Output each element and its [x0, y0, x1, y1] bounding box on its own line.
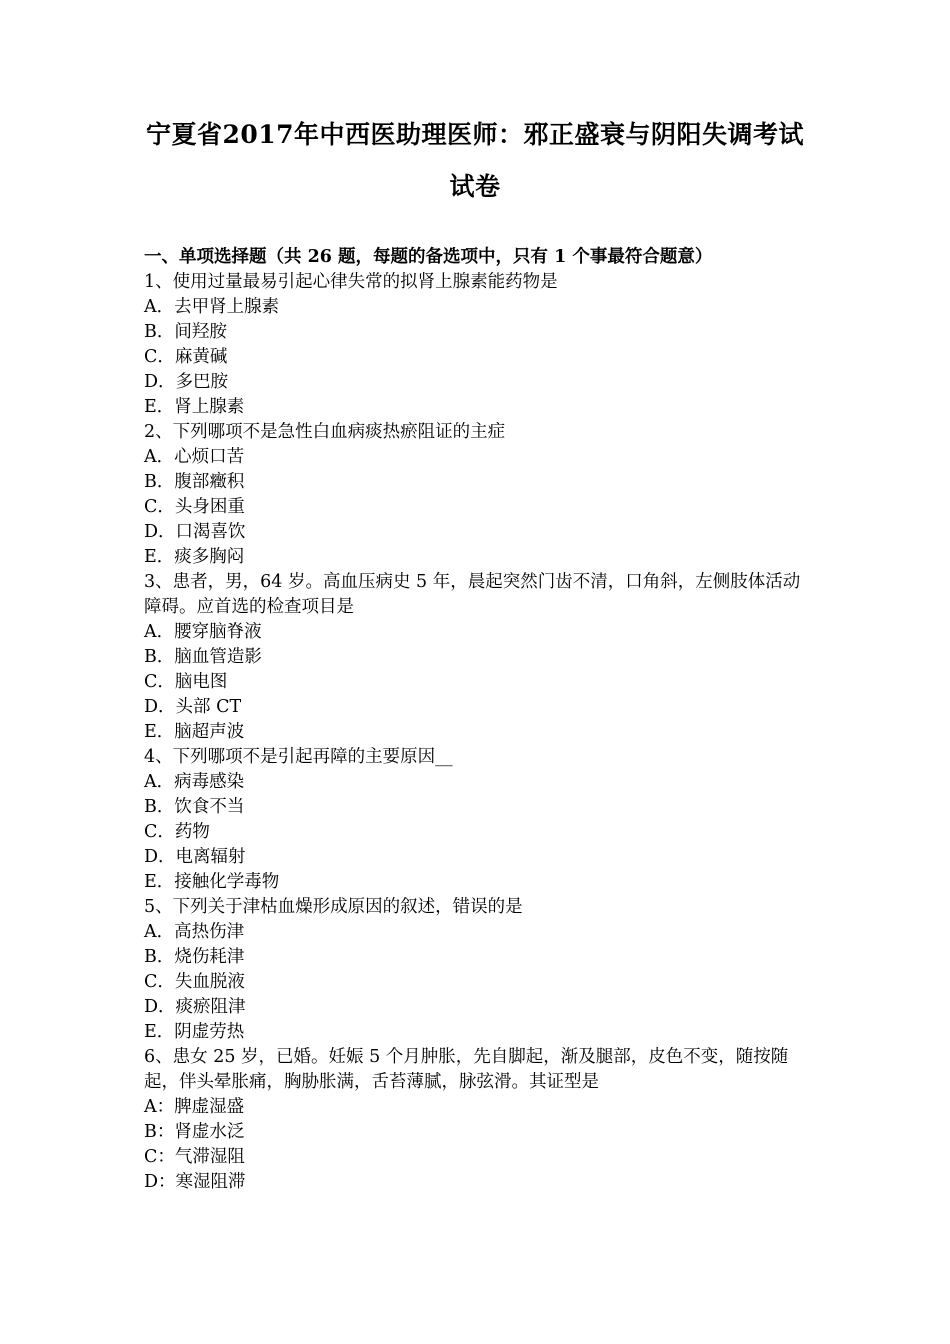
question-block	[144, 570, 814, 745]
answer-option: E．阴虚劳热	[144, 1022, 245, 1042]
answer-option: A．心烦口苦	[144, 447, 245, 467]
question-text: 5、下列关于津枯血燥形成原因的叙述，错误的是	[144, 897, 523, 917]
question-text: 3、患者，男，64 岁。高血压病史 5 年，晨起突然门齿不清，口角斜，左侧肢体活动障碍。应首选的检查项目是	[144, 572, 801, 617]
answer-option: E．接触化学毒物	[144, 872, 280, 892]
answer-option: C．脑电图	[144, 672, 228, 692]
answer-option: A．高热伤津	[144, 922, 245, 942]
answer-option: C．药物	[144, 822, 210, 842]
answer-option: A．腰穿脑脊液	[144, 622, 262, 642]
answer-option: E．痰多胸闷	[144, 547, 245, 567]
answer-option: B．脑血管造影	[144, 647, 262, 667]
answer-option: C．头身困重	[144, 497, 245, 517]
answer-option: B：肾虚水泛	[144, 1122, 245, 1142]
question-text: 1、使用过量最易引起心律失常的拟肾上腺素能药物是	[144, 272, 558, 292]
answer-option: E．肾上腺素	[144, 397, 245, 417]
answer-option: B．饮食不当	[144, 797, 245, 817]
answer-option: B．间羟胺	[144, 322, 227, 342]
document-body	[144, 245, 814, 1195]
question-text: 6、患女 25 岁，已婚。妊娠 5 个月肿胀，先自脚起，渐及腿部，皮色不变，随按随起，伴头晕胀痛，胸胁胀满，舌苔薄腻，脉弦滑。其证型是	[144, 1047, 789, 1092]
question-block	[144, 1045, 814, 1195]
answer-option: C．失血脱液	[144, 972, 245, 992]
question-text: 2、下列哪项不是急性白血病痰热瘀阻证的主症	[144, 422, 506, 442]
question-block	[144, 745, 814, 895]
answer-option: A．去甲肾上腺素	[144, 297, 280, 317]
answer-option: C．麻黄碱	[144, 347, 228, 367]
question-text: 4、下列哪项不是引起再障的主要原因__	[144, 747, 453, 767]
document-title-line1: 宁夏省2017年中西医助理医师：邪正盛衰与阴阳失调考试	[145, 120, 805, 149]
answer-option: B．烧伤耗津	[144, 947, 245, 967]
answer-option: E．脑超声波	[144, 722, 245, 742]
answer-option: D．头部 CT	[144, 697, 242, 717]
answer-option: C：气滞湿阻	[144, 1147, 245, 1167]
document-title-line2: 试卷	[449, 172, 501, 201]
answer-option: D．痰瘀阻津	[144, 997, 246, 1017]
section-heading: 一、单项选择题（共 26 题，每题的备选项中，只有 1 个事最符合题意）	[144, 247, 713, 267]
answer-option: D．电离辐射	[144, 847, 246, 867]
answer-option: D．口渴喜饮	[144, 522, 246, 542]
answer-option: D．多巴胺	[144, 372, 229, 392]
answer-option: D：寒湿阻滞	[144, 1172, 246, 1192]
question-block	[144, 420, 814, 570]
question-block	[144, 270, 814, 420]
answer-option: A．病毒感染	[144, 772, 245, 792]
answer-option: B．腹部癥积	[144, 472, 245, 492]
question-block	[144, 895, 814, 1045]
answer-option: A：脾虚湿盛	[144, 1097, 245, 1117]
